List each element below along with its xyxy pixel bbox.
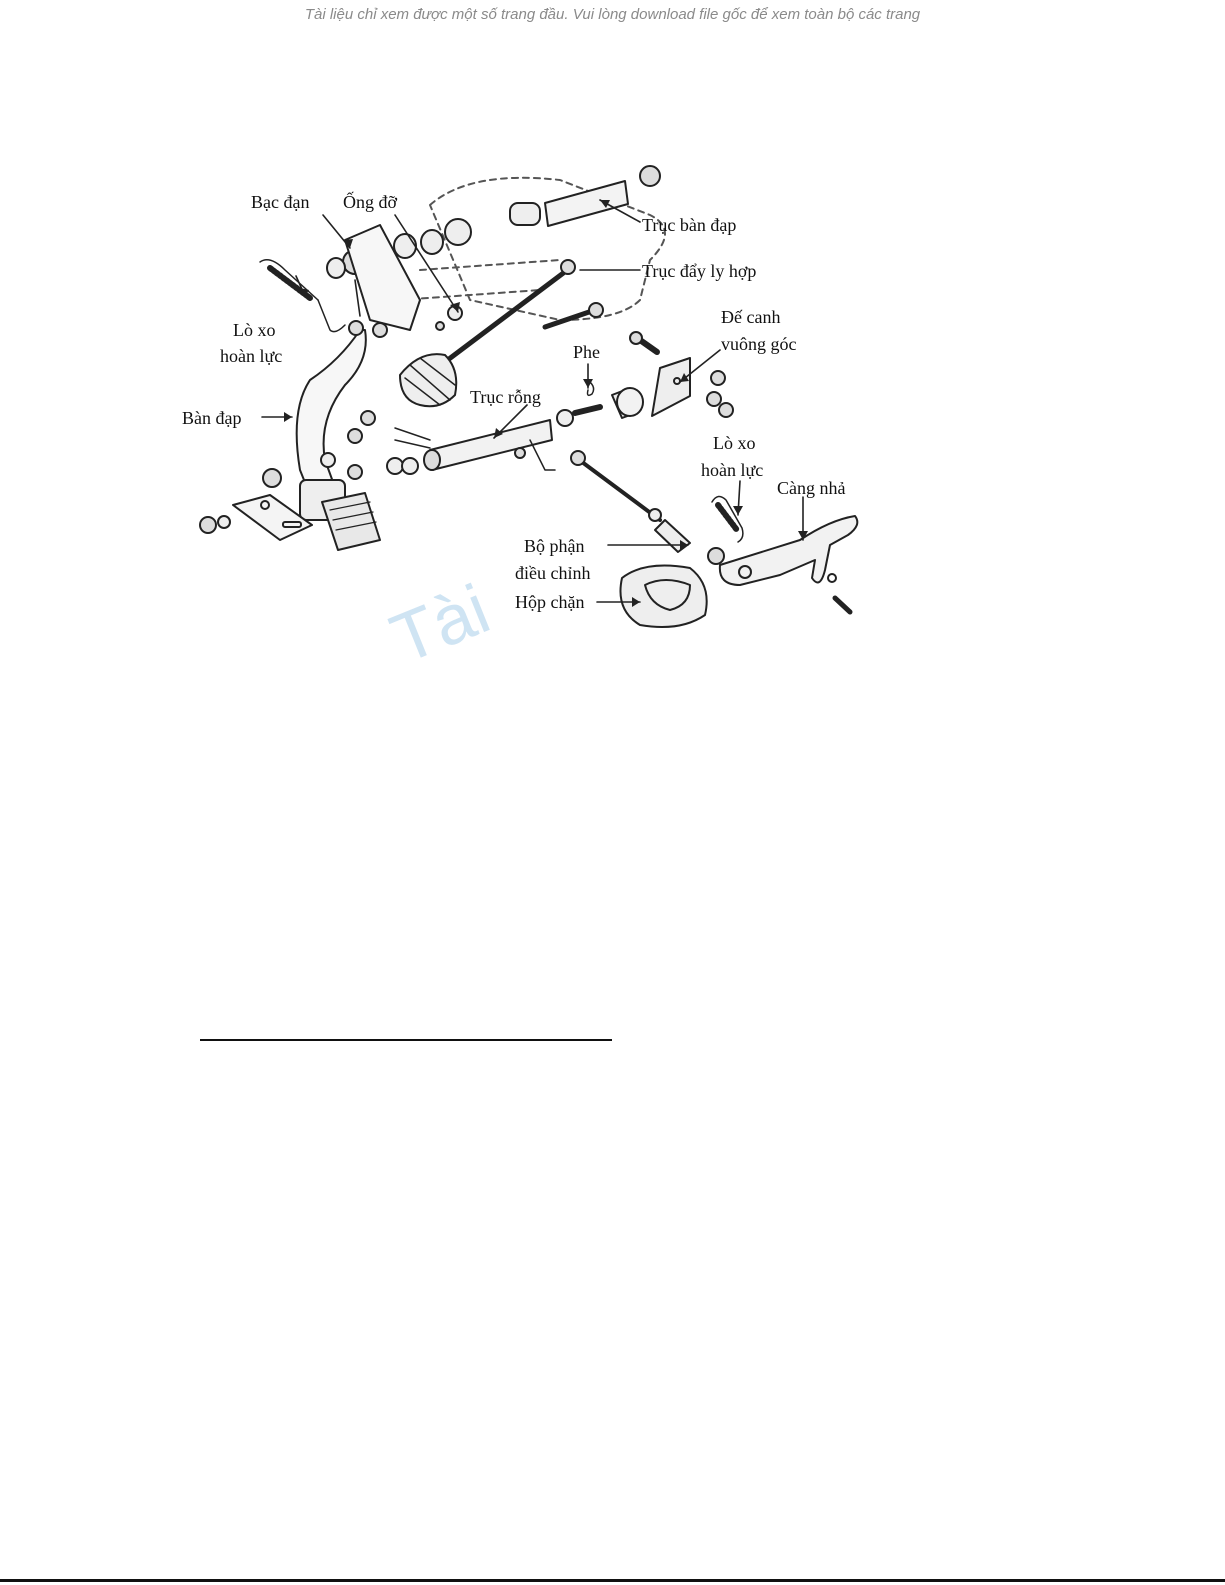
label-truc-rong: Trục rỗng <box>470 387 541 407</box>
label-truc-day-ly-hop: Trục đẩy ly hợp <box>642 261 757 281</box>
footnote-separator <box>200 1039 612 1041</box>
label-lo-xo-right-line2: hoàn lực <box>701 460 764 480</box>
label-hop-chan: Hộp chặn <box>515 592 585 612</box>
label-lo-xo-left-line1: Lò xo <box>233 320 276 340</box>
label-lo-xo-left-line2: hoàn lực <box>220 346 283 366</box>
label-cang-nha: Càng nhả <box>777 478 846 498</box>
label-phe: Phe <box>573 342 600 362</box>
label-de-canh-line2: vuông góc <box>721 334 797 354</box>
label-ong-do: Ống đỡ <box>343 192 398 212</box>
preview-notice: Tài liệu chỉ xem được một số trang đầu. Vui lòng download file gốc để xem toàn bộ các trang <box>304 6 921 23</box>
diagram-drawing <box>0 0 1225 740</box>
label-bo-phan-line2: điều chỉnh <box>515 563 591 583</box>
label-bac-dan: Bạc đạn <box>251 192 310 212</box>
label-ban-dap: Bàn đạp <box>182 408 242 428</box>
label-lo-xo-right-line1: Lò xo <box>713 433 756 453</box>
page-bottom-border <box>0 1579 1225 1582</box>
watermark-text: Tài <box>380 569 500 679</box>
label-truc-ban-dap: Trục bàn đạp <box>642 215 737 235</box>
label-de-canh-line1: Đế canh <box>721 307 781 327</box>
clutch-pedal-exploded-diagram <box>0 0 1225 740</box>
label-bo-phan-line1: Bộ phận <box>524 536 585 556</box>
